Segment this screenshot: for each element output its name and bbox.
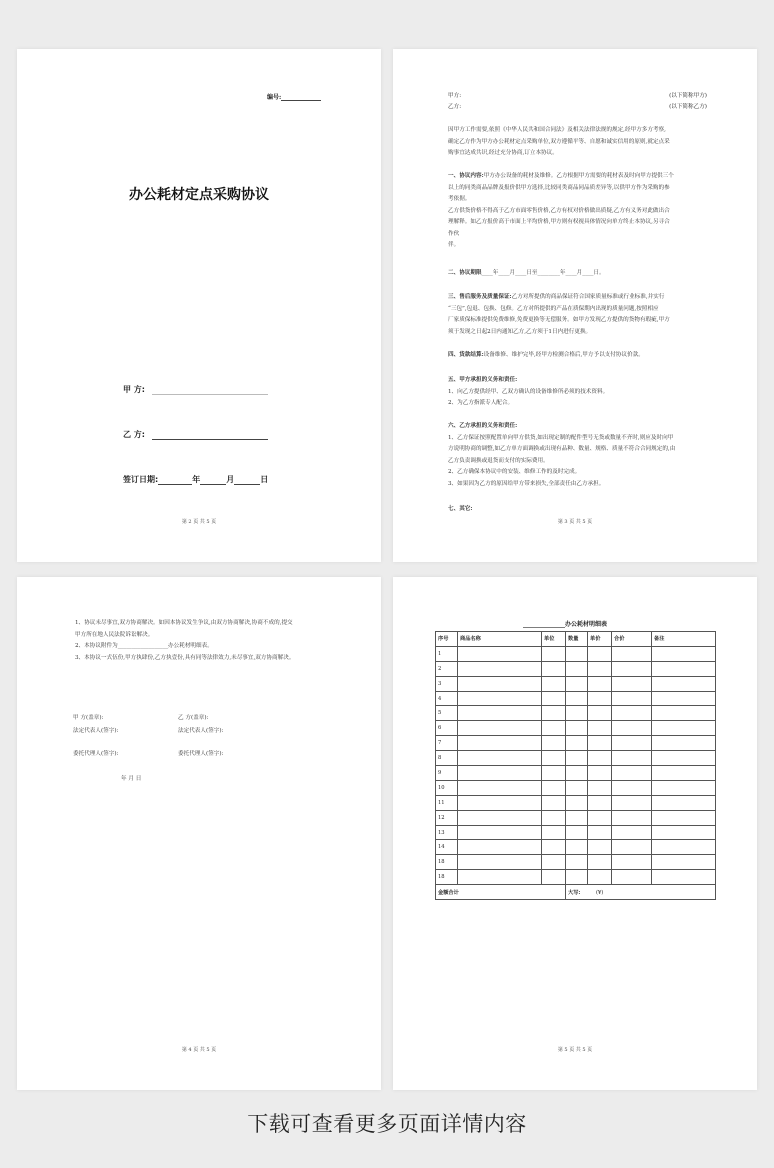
intro-line: 确定乙方作为甲方办公耗材定点采购单位,双方遵循平等、自愿和诚实信用的原则,就定点采 (448, 138, 670, 145)
table-row (436, 810, 716, 825)
row-number: 4 (436, 691, 458, 706)
col-header: 序号 (436, 632, 458, 647)
table-row (436, 676, 716, 691)
table-cell (542, 825, 566, 840)
party-a-label: 甲 方: (123, 385, 145, 394)
section-6-line: 2、乙方确保本协议中的安装、维修工作的及时完成。 (448, 469, 581, 475)
table-cell (566, 676, 588, 691)
party-a-row (123, 384, 268, 395)
document-page-cover (17, 49, 381, 562)
section-1-line: 以上的同类商品品牌及报价供甲方选择,比较同类商品同品质差异等,以供甲方作为采购的参 (448, 184, 670, 191)
table-cell (542, 810, 566, 825)
table-cell (652, 661, 716, 676)
party-b-note: (以下简称乙方) (669, 104, 707, 110)
table-cell (612, 736, 652, 751)
row-number: 6 (436, 721, 458, 736)
capital-label: 大写: (568, 889, 581, 896)
table-cell (458, 736, 542, 751)
table-cell (458, 855, 542, 870)
party-b-blank (152, 439, 268, 440)
table-cell (588, 676, 612, 691)
table-cell (566, 825, 588, 840)
table-cell (566, 736, 588, 751)
signature-date: 年 月 日 (121, 776, 142, 782)
row-number: 13 (436, 825, 458, 840)
section-1-line: 理解释。如乙方报价高于市面上平均价格,甲方则有权视具体情况向单方终止本协议,另寻合 (448, 219, 670, 225)
section-1-line: 考依据。 (448, 196, 471, 202)
col-header: 数量 (566, 632, 588, 647)
table-cell (588, 855, 612, 870)
table-cell (566, 780, 588, 795)
row-number: 5 (436, 706, 458, 721)
table-cell (542, 870, 566, 885)
table-cell (458, 676, 542, 691)
table-cell (612, 825, 652, 840)
table-cell (542, 706, 566, 721)
section-3-title: 三、售后服务及质量保证: (448, 294, 512, 300)
clause-line: 2、本协议附件为__________________办公耗材明细表。 (75, 643, 213, 649)
section-6-line: 3、如果因为乙方的原因给甲方带来损失,全部责任由乙方承担。 (448, 480, 605, 487)
section-5-title: 五、甲方承担的义务和责任: (448, 377, 518, 383)
table-row (436, 795, 716, 810)
col-header: 合价 (612, 632, 652, 647)
table-cell (458, 691, 542, 706)
table-cell (458, 780, 542, 795)
table-cell (652, 855, 716, 870)
table-cell (588, 795, 612, 810)
section-1-line: 作伙 (448, 230, 460, 237)
row-number: 8 (436, 751, 458, 766)
page-footer: 第 3 页 共 5 页 (557, 519, 593, 525)
sign-date-row (123, 474, 268, 485)
contract-number-blank (281, 100, 321, 101)
table-cell (652, 751, 716, 766)
table-cell (652, 810, 716, 825)
intro-line: 购事宜达成共识,经过充分协商,订立本协议。 (448, 150, 558, 156)
year-label: 年 (192, 475, 201, 484)
table-cell (542, 736, 566, 751)
table-cell (612, 810, 652, 825)
table-cell (652, 706, 716, 721)
section-5-line: 2、为乙方指派专人配合。 (448, 400, 514, 406)
table-cell (588, 691, 612, 706)
table-cell (566, 661, 588, 676)
section-4 (448, 350, 704, 362)
section-6-line: 方说明协商的调整,如乙方单方面调换或出现有品种、数量、规格、质量不符合合同规定的,由 (448, 446, 676, 452)
contract-number-label: 编号: (267, 94, 282, 101)
table-body (436, 646, 716, 884)
table-cell (542, 661, 566, 676)
section-1-line: 乙方供货价格不得高于乙方市面零售价格,乙方有权对价格做出质疑,乙方有义务对此做出合 (448, 207, 670, 214)
table-cell (612, 706, 652, 721)
table-cell (566, 706, 588, 721)
section-2-title: 二、协议期限 (448, 270, 482, 276)
row-number: 12 (436, 810, 458, 825)
party-b-header (448, 102, 707, 114)
table-cell (652, 795, 716, 810)
total-label: 金额合计 (436, 885, 566, 900)
section-3-line: 乙方对所提供的商品保证符合国家质量标准或行业标准,并实行 (511, 294, 665, 300)
section-6-line: 1、乙方保证按照配置单向甲方供货,如出现定制的配件型号无货或数量不齐时,则应及时向甲 (448, 434, 674, 441)
table-cell (612, 855, 652, 870)
table-cell (588, 870, 612, 885)
section-1-line: 伴。 (448, 242, 460, 248)
col-header: 单位 (542, 632, 566, 647)
col-header: 单价 (588, 632, 612, 647)
row-number: 2 (436, 661, 458, 676)
clause-line: 3、本协议一式伍份,甲方执肆份,乙方执壹份,具有同等法律效力,未尽事宜,双方协商解决。 (75, 654, 295, 661)
table-cell (458, 751, 542, 766)
page-footer: 第 4 页 共 5 页 (181, 1047, 217, 1053)
col-header: 商品名称 (458, 632, 542, 647)
table-total-row (436, 885, 716, 900)
intro-line: 因甲方工作需要,依照《中华人民共和国合同法》及相关法律法规的规定,经甲方多方考察, (448, 127, 666, 133)
table-row (436, 840, 716, 855)
party-b-row (123, 429, 268, 440)
table-cell (652, 691, 716, 706)
table-cell (458, 810, 542, 825)
table-row (436, 721, 716, 736)
table-cell (458, 706, 542, 721)
table-cell (542, 766, 566, 781)
table-cell (588, 736, 612, 751)
table-cell (542, 646, 566, 661)
section-7-title: 七、其它: (448, 506, 473, 512)
table-cell (588, 780, 612, 795)
table-cell (566, 766, 588, 781)
table-row (436, 736, 716, 751)
table-cell (566, 646, 588, 661)
row-number: 7 (436, 736, 458, 751)
sign-date-label: 签订日期: (123, 475, 159, 484)
table-cell (458, 840, 542, 855)
table-cell (588, 840, 612, 855)
table-cell (652, 676, 716, 691)
table-cell (542, 751, 566, 766)
table-cell (542, 780, 566, 795)
document-page-terms (393, 49, 757, 562)
table-row (436, 870, 716, 885)
table-cell (612, 751, 652, 766)
month-label: 月 (226, 475, 235, 484)
table-cell (458, 661, 542, 676)
section-4-text: 设备维修、维护完毕,经甲方检测合格后,甲方予以支付协议价款。 (483, 352, 644, 358)
table-cell (652, 870, 716, 885)
table-cell (458, 825, 542, 840)
contract-number (267, 92, 321, 101)
table-cell (542, 855, 566, 870)
table-cell (588, 825, 612, 840)
rep-party-b: 法定代表人(签字): (178, 728, 224, 734)
row-number: 10 (436, 780, 458, 795)
section-1 (448, 171, 704, 252)
download-caption: 下载可查看更多页面详情内容 (247, 1112, 527, 1136)
table-cell (652, 780, 716, 795)
table-cell (566, 810, 588, 825)
page-footer: 第 2 页 共 5 页 (181, 519, 217, 525)
clause-line: 1、协议未尽事宜,双方协商解决。如因本协议发生争议,由双方协商解决,协商不成的,提交 (75, 620, 293, 626)
table-cell (652, 736, 716, 751)
table-row (436, 825, 716, 840)
section-2 (448, 268, 704, 280)
row-number: 9 (436, 766, 458, 781)
row-number: 1 (436, 646, 458, 661)
party-a-blank (152, 394, 268, 395)
table-cell (652, 721, 716, 736)
document-page-table (393, 577, 757, 1090)
table-cell (588, 721, 612, 736)
section-1-title: 一、协议内容: (448, 173, 484, 179)
table-cell (566, 691, 588, 706)
row-number: 3 (436, 676, 458, 691)
sig-party-a: 甲 方(盖章): (73, 715, 104, 721)
table-cell (458, 721, 542, 736)
table-cell (612, 840, 652, 855)
table-cell (588, 661, 612, 676)
day-label: 日 (260, 475, 269, 484)
table-cell (612, 646, 652, 661)
table-cell (588, 706, 612, 721)
table-cell (652, 825, 716, 840)
table-cell (566, 855, 588, 870)
table-cell (542, 840, 566, 855)
table-cell (458, 870, 542, 885)
section-3-line: 须于发现之日起2日内通知乙方,乙方须于1日内进行更换。 (448, 328, 592, 335)
section-5-line: 1、向乙方提供经甲、乙双方确认的设备维修所必须的技术资料。 (448, 388, 609, 395)
intro-paragraph (448, 125, 704, 160)
clause-line: 甲方所在地人民法院诉讼解决。 (75, 631, 154, 638)
table-cell (566, 840, 588, 855)
sig-party-b: 乙 方(盖章): (178, 715, 209, 721)
section-3-line: “三包”,包退、包换、包修。乙方对所提供的产品在质保期内出现的质量问题,按照相应 (448, 305, 659, 312)
section-4-title: 四、货款结算: (448, 352, 484, 358)
party-a-note: (以下简称甲方) (669, 93, 707, 99)
closing-clauses (75, 618, 331, 664)
table-cell (612, 766, 652, 781)
table-row (436, 766, 716, 781)
document-page-signatures (17, 577, 381, 1090)
table-cell (542, 721, 566, 736)
table-cell (652, 646, 716, 661)
capital-amount (566, 885, 716, 900)
table-row (436, 780, 716, 795)
page-footer: 第 5 页 共 5 页 (557, 1047, 593, 1053)
table-cell (612, 676, 652, 691)
table-cell (652, 840, 716, 855)
currency-label: (¥) (595, 889, 604, 896)
table-row (436, 646, 716, 661)
month-blank (200, 484, 226, 485)
table-cell (588, 766, 612, 781)
table-cell (458, 646, 542, 661)
section-5 (448, 375, 704, 410)
table-cell (588, 810, 612, 825)
day-blank (234, 484, 260, 485)
row-number: 14 (436, 840, 458, 855)
table-cell (612, 661, 652, 676)
section-3 (448, 292, 704, 338)
agent-party-a: 委托代理人(签字): (73, 751, 119, 757)
table-cell (612, 691, 652, 706)
table-cell (612, 870, 652, 885)
col-header: 备注 (652, 632, 716, 647)
table-cell (566, 870, 588, 885)
table-cell (652, 766, 716, 781)
year-blank (158, 484, 192, 485)
table-row (436, 661, 716, 676)
party-a-label: 甲方: (448, 93, 462, 99)
table-cell (612, 780, 652, 795)
table-cell (458, 795, 542, 810)
table-header-row (436, 632, 716, 647)
table-row (436, 855, 716, 870)
section-2-text: ____年____月____日至________年____月____日。 (481, 270, 605, 276)
table-cell (612, 795, 652, 810)
table-row (436, 706, 716, 721)
section-6-line: 乙方负责调换或退货而支付的实际费用。 (448, 457, 549, 464)
row-number: 18 (436, 870, 458, 885)
document-title: 办公耗材定点采购协议 (129, 187, 269, 203)
party-b-label: 乙 方: (123, 430, 145, 439)
party-b-label: 乙方: (448, 104, 462, 110)
table-row (436, 691, 716, 706)
party-a-header (448, 91, 707, 103)
rep-party-a: 法定代表人(签字): (73, 728, 119, 734)
agent-party-b: 委托代理人(签字): (178, 751, 224, 757)
table-cell (612, 721, 652, 736)
table-cell (588, 646, 612, 661)
section-3-line: 厂家质保标准提供免费维修,免费更换等无偿服务。如甲方发现乙方提供的货物有瑕疵,甲方 (448, 317, 670, 323)
section-6 (448, 421, 704, 490)
table-cell (588, 751, 612, 766)
table-row (436, 751, 716, 766)
table-cell (566, 751, 588, 766)
table-cell (458, 766, 542, 781)
row-number: 11 (436, 795, 458, 810)
table-cell (542, 795, 566, 810)
table-cell (542, 691, 566, 706)
table-cell (566, 721, 588, 736)
row-number: 18 (436, 855, 458, 870)
section-6-title: 六、乙方承担的义务和责任: (448, 423, 518, 429)
consumables-table (435, 631, 716, 900)
section-1-line: 甲方办公设备的耗材及维修。乙方根据甲方需要的耗材表及时向甲方提供三个 (483, 173, 674, 179)
table-cell (542, 676, 566, 691)
table-title: ______________办公耗材明细表 (523, 621, 608, 628)
table-cell (566, 795, 588, 810)
